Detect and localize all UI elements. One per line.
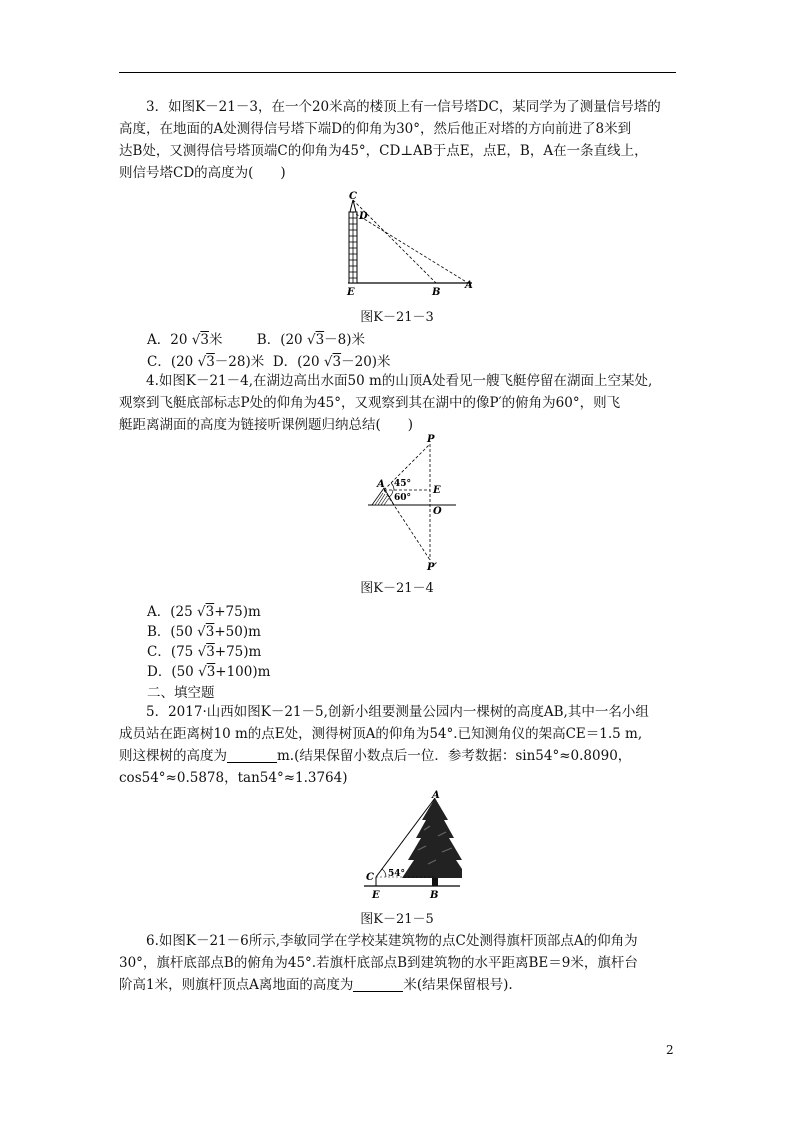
figure-k-21-4 xyxy=(364,434,464,572)
q5-line3 xyxy=(119,745,679,767)
sqrt-symbol: √ xyxy=(197,354,207,370)
q5-line3-suffix: (结果保留小数点后一位．参考数据：sin54°≈0.8090， xyxy=(294,748,632,764)
q3-option-d: D．(20 xyxy=(272,354,320,370)
caption-k-21-5: 图K－21－5 xyxy=(360,912,434,927)
label-e: E xyxy=(347,287,355,298)
q4-line2: 观察到飞艇底部标志P处的仰角为45°，又观察到其在湖中的像P′的俯角为60°，则飞 xyxy=(119,395,621,411)
q3-option-d-radicand: 3 xyxy=(332,354,342,370)
label-a: A xyxy=(432,790,440,801)
question-3-text xyxy=(119,96,679,184)
label-a: A xyxy=(377,479,385,490)
q6-answer-blank[interactable] xyxy=(353,977,403,992)
q3-option-c-radicand: 3 xyxy=(206,354,215,370)
q4-option-a-radicand: 3 xyxy=(205,604,215,620)
label-b: B xyxy=(430,890,439,901)
q4-option-c-radicand: 3 xyxy=(206,644,215,660)
q4-option-b: B．(50 xyxy=(147,624,193,640)
q5-line4: cos54°≈0.5878，tan54°≈1.3764) xyxy=(119,770,348,786)
label-c: C xyxy=(349,191,357,202)
q6-line3-suffix: 米(结果保留根号). xyxy=(403,977,513,993)
q4-option-a-row xyxy=(147,600,261,620)
q4-option-d-tail: +100)m xyxy=(215,664,271,680)
header-rule xyxy=(119,72,676,73)
label-d: D xyxy=(359,211,368,222)
label-o: O xyxy=(433,506,442,517)
q3-options-row1 xyxy=(147,328,365,348)
q3-options-row2 xyxy=(147,350,391,370)
q3-option-d-tail: －20)米 xyxy=(341,354,391,370)
sqrt-symbol: √ xyxy=(323,354,333,370)
q5-line2: 成员站在距离树10 m的点E处，测得树顶A的仰角为54°.已知测角仪的架高CE＝1.5 m, xyxy=(119,726,643,742)
q4-option-d-radicand: 3 xyxy=(206,664,216,680)
q3-option-b-radicand: 3 xyxy=(315,332,325,348)
q4-option-d-row xyxy=(147,660,270,680)
sqrt-symbol: √ xyxy=(198,664,207,680)
figure-k-21-3 xyxy=(340,190,480,300)
sqrt-symbol: √ xyxy=(197,624,206,640)
q3-line1: 3．如图K－21－3，在一个20米高的楼顶上有一信号塔DC，某同学为了测量信号塔的 xyxy=(146,99,661,115)
q3-option-c: C．(20 xyxy=(147,354,194,370)
tree-icon xyxy=(402,798,462,886)
label-e: E xyxy=(433,485,441,496)
q3-line4: 则信号塔CD的高度为( ) xyxy=(119,165,286,181)
caption-k-21-4: 图K－21－4 xyxy=(360,581,434,596)
label-a: A xyxy=(465,280,473,291)
q3-option-a-unit: 米 xyxy=(208,332,223,348)
q6-line3 xyxy=(119,974,679,996)
sqrt-symbol: √ xyxy=(306,332,316,348)
sqrt-symbol: √ xyxy=(191,332,201,348)
q3-line2: 高度，在地面的A处测得信号塔下端D的仰角为30°，然后他正对塔的方向前进了8米到 xyxy=(119,121,632,137)
figure-k-21-5 xyxy=(362,790,462,902)
q3-option-c-tail: －28)米 xyxy=(214,354,265,370)
label-p-prime: P′ xyxy=(427,562,438,572)
q4-option-c-row xyxy=(147,640,261,660)
q6-line2: 30°，旗杆底部点B的俯角为45°.若旗杆底部点B到建筑物的水平距离BE＝9米，旗杆台 xyxy=(119,955,638,971)
q5-line3-unit: m. xyxy=(277,748,295,764)
q3-line3: 达B处，又测得信号塔顶端C的仰角为45°，CD⊥AB于点E，点E，B，A在一条直线上， xyxy=(119,143,648,159)
q4-line1: 4.如图K－21－4,在湖边高出水面50 m的山顶A处看见一艘飞艇停留在湖面上空某处, xyxy=(146,373,653,389)
page-number: 2 xyxy=(666,1043,674,1057)
sqrt-symbol: √ xyxy=(197,604,206,620)
q3-option-b-tail: －8)米 xyxy=(324,332,366,348)
q3-option-a-radicand: 3 xyxy=(200,332,209,348)
question-5-text xyxy=(119,701,679,789)
label-angle-54: 54° xyxy=(388,869,406,879)
q5-line3-prefix: 则这棵树的高度为 xyxy=(119,748,227,764)
caption-k-21-3: 图K－21－3 xyxy=(360,310,434,325)
q4-option-a-tail: +75)m xyxy=(214,604,261,620)
q4-option-b-tail: +50)m xyxy=(214,624,261,640)
label-c: C xyxy=(366,872,374,883)
q4-option-c: C．(75 xyxy=(147,644,194,660)
q5-line1: 5．2017·山西如图K－21－5,创新小组要测量公园内一棵树的高度AB,其中一名小组 xyxy=(146,704,649,720)
sqrt-symbol: √ xyxy=(197,644,207,660)
label-angle-60: 60° xyxy=(394,493,412,503)
label-b: B xyxy=(432,287,441,298)
q4-option-d: D．(50 xyxy=(147,664,194,680)
q6-line3-prefix: 阶高1米，则旗杆顶点A离地面的高度为 xyxy=(119,977,354,993)
q5-answer-blank[interactable] xyxy=(227,748,277,763)
q4-option-b-row xyxy=(147,620,261,640)
q4-option-c-tail: +75)m xyxy=(214,644,262,660)
q3-option-a: A．20 xyxy=(147,332,188,348)
section-fill-in-title: 二、填空题 xyxy=(147,685,215,701)
q4-line3: 艇距离湖面的高度为链接听课例题归纳总结( ) xyxy=(119,417,414,433)
question-4-text xyxy=(119,370,679,436)
q3-option-b: B．(20 xyxy=(256,332,303,348)
question-6-text xyxy=(119,930,679,996)
label-p: P xyxy=(427,434,435,445)
q6-line1: 6.如图K－21－6所示,李敏同学在学校某建筑物的点C处测得旗杆顶部点A的仰角为 xyxy=(146,933,638,949)
label-e: E xyxy=(372,890,380,901)
label-angle-45: 45° xyxy=(394,479,412,489)
q4-option-b-radicand: 3 xyxy=(205,624,215,640)
q4-option-a: A．(25 xyxy=(147,604,193,620)
